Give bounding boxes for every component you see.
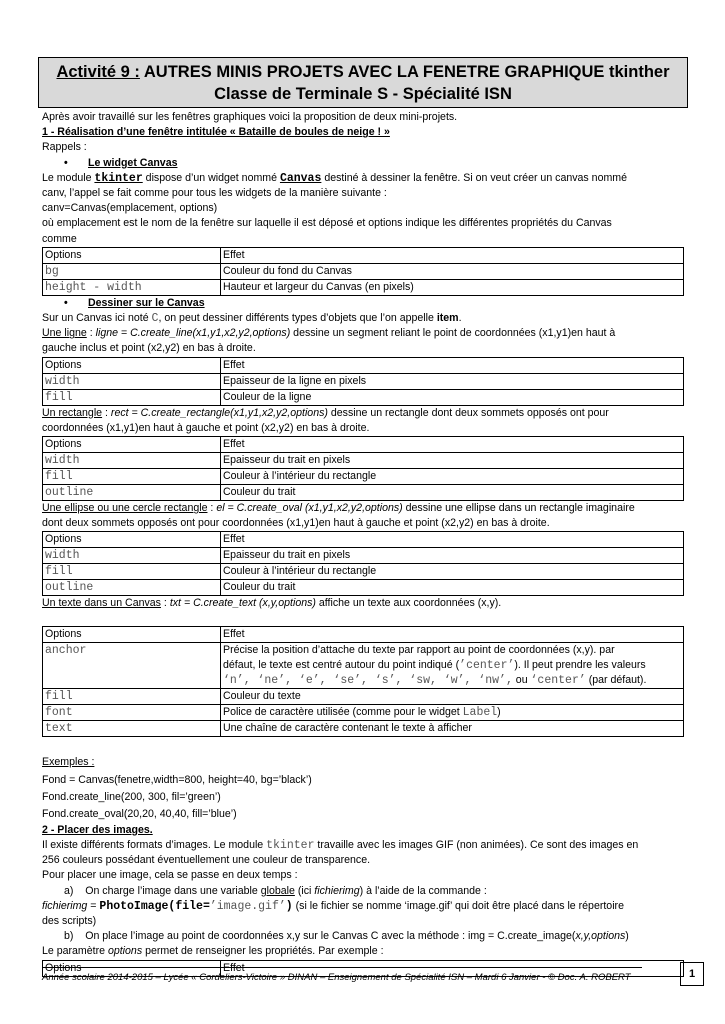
activity-title: AUTRES MINIS PROJETS AVEC LA FENETRE GRAPHIQUE tkinther xyxy=(139,63,670,81)
ellipse-description-2: dont deux sommets opposés ont pour coordonnées (x1,y1)en haut à gauche et point (x2,y2) en bas à droite. xyxy=(42,517,550,530)
table-row: fill Couleur à l’intérieur du rectangle xyxy=(43,564,684,580)
table-row: fill Couleur de la ligne xyxy=(43,389,684,405)
step-b: b) On place l’image au point de coordonnées x,y sur le Canvas C avec la méthode : img = C.create_image(x,y,options) xyxy=(64,930,629,943)
table-row: outline Couleur du trait xyxy=(43,580,684,596)
widget-canvas-line4: où emplacement est le nom de la fenêtre sur laquelle il est déposé et options indique les différentes propriétés du Canvas xyxy=(42,217,612,230)
dessiner-line: Sur un Canvas ici noté C, on peut dessiner différents types d’objets que l’on appelle item. xyxy=(42,312,462,326)
text-options-table xyxy=(42,626,684,737)
canvas-keyword: Canvas xyxy=(279,171,322,185)
header-options: Options xyxy=(43,247,221,263)
section2-line3: Pour placer une image, cela se passe en deux temps : xyxy=(42,869,298,882)
widget-canvas-line2: canv, l’appel se fait comme pour tous les widgets de la manière suivante : xyxy=(42,187,387,200)
heading-text: Dessiner sur le Canvas xyxy=(88,296,205,309)
table-header-row: Options Effet xyxy=(43,437,684,453)
heading-text: Le widget Canvas xyxy=(88,156,178,169)
widget-canvas-heading xyxy=(42,156,684,171)
table-header-row: Options Effet xyxy=(43,626,684,642)
step-a: a) On charge l’image dans une variable globale (ici fichierimg) à l’aide de la commande : xyxy=(64,884,487,897)
canvas-options-table xyxy=(42,247,684,296)
oval-options-table xyxy=(42,531,684,596)
section2-line1: Il existe différents formats d’images. Le module tkinter travaille avec les images GIF (non animées). Ce sont des images en xyxy=(42,839,639,853)
exemples-heading: Exemples : xyxy=(42,755,95,768)
rectangle-options-table xyxy=(42,436,684,501)
option-cell: bg xyxy=(43,263,221,279)
example-line: Fond.create_oval(20,20, 40,40, fill=’blue’) xyxy=(42,807,237,820)
example-line: Fond = Canvas(fenetre,width=800, height=40, bg=’black’) xyxy=(42,773,312,786)
ellipse-description: Une ellipse ou une cercle rectangle : el = C.create_oval (x1,y1,x2,y2,options) dessine une ellipse dans un rectangle imaginaire xyxy=(42,502,635,515)
example-line: Fond.create_line(200, 300, fil=’green’) xyxy=(42,790,221,803)
table-header-row xyxy=(43,247,684,263)
bullet-icon: • xyxy=(64,156,68,169)
class-subtitle: Classe de Terminale S - Spécialité ISN xyxy=(214,85,512,103)
rectangle-description-2: coordonnées (x1,y1)en haut à gauche et point (x2,y2) en bas à droite. xyxy=(42,421,370,434)
section2-title: 2 - Placer des images. xyxy=(42,823,153,836)
ligne-description: Une ligne : ligne = C.create_line(x1,y1,x2,y2,options) dessine un segment reliant le point de coordonnées (x1,y1)en haut à xyxy=(42,327,616,340)
effect-cell: Couleur du fond du Canvas xyxy=(221,263,684,279)
table-row: width Epaisseur de la ligne en pixels xyxy=(43,373,684,389)
page-footer: Année scolaire 2014-2015 – Lycée « Cordeliers-Victoire » DINAN – Enseignement de Spécialité ISN – Mardi 6 Janvier - © Doc. A. ROBERT xyxy=(42,967,642,985)
dessiner-heading xyxy=(42,296,684,311)
page-number: 1 xyxy=(680,962,704,986)
param-line: Le paramètre options permet de renseigner les propriétés. Par exemple : xyxy=(42,945,384,958)
widget-canvas-line5: comme xyxy=(42,232,77,245)
table-row xyxy=(43,263,684,279)
texte-description: Un texte dans un Canvas : txt = C.create_text (x,y,options) affiche un texte aux coordonnées (x,y). xyxy=(42,597,502,610)
table-row: anchor Précise la position d’attache du texte par rapport au point de coordonnées (x,y). par défaut, le texte est centré autour du point indiqué (’center’). Il peut prendre les valeurs ‘n’, ‘ne’, ‘e’, ‘se’, ‘s’, ‘sw, ‘w’, ‘nw’, ou ‘center’ (par défaut). xyxy=(43,642,684,688)
bullet-icon: • xyxy=(64,296,68,309)
table-header-row: Options Effet xyxy=(43,357,684,373)
effect-cell: Hauteur et largeur du Canvas (en pixels) xyxy=(221,279,684,295)
rectangle-description: Un rectangle : rect = C.create_rectangle(x1,y1,x2,y2,options) dessine un rectangle dont deux sommets opposés ont pour xyxy=(42,406,609,419)
widget-canvas-line3: canv=Canvas(emplacement, options) xyxy=(42,202,218,215)
table-row: fill Couleur du texte xyxy=(43,688,684,704)
tkinter-keyword: tkinter xyxy=(94,171,143,185)
section1-title: 1 - Réalisation d’une fenêtre intitulée « Bataille de boules de neige ! » xyxy=(42,126,390,139)
page-title xyxy=(38,57,688,108)
document-page xyxy=(42,57,684,977)
widget-canvas-line1: Le module tkinter dispose d’un widget nommé Canvas destiné à dessiner la fenêtre. Si on veut créer un canvas nommé xyxy=(42,171,627,185)
table-row: width Epaisseur du trait en pixels xyxy=(43,548,684,564)
table-row: outline Couleur du trait xyxy=(43,485,684,501)
header-effet: Effet xyxy=(221,247,684,263)
photoimage-note: des scripts) xyxy=(42,915,97,928)
table-row xyxy=(43,279,684,295)
table-row: font Police de caractère utilisée (comme pour le widget Label) xyxy=(43,704,684,720)
table-row: text Une chaîne de caractère contenant le texte à afficher xyxy=(43,720,684,736)
table-row: width Epaisseur du trait en pixels xyxy=(43,453,684,469)
table-header-row: Options Effet xyxy=(43,532,684,548)
ligne-options-table xyxy=(42,357,684,406)
table-header-row: Options Effet xyxy=(43,960,684,976)
photoimage-command: fichierimg = PhotoImage(file=’image.gif’) (si le fichier se nomme ‘image.gif’ qui doit être placé dans le répertoire xyxy=(42,899,624,913)
option-cell: height - width xyxy=(43,279,221,295)
ligne-description-2: gauche inclus et point (x2,y2) en bas à droite. xyxy=(42,342,256,355)
section2-line2: 256 couleurs possédant éventuellement une couleur de transparence. xyxy=(42,854,371,867)
rappels-label: Rappels : xyxy=(42,141,87,154)
intro-text: Après avoir travaillé sur les fenêtres graphiques voici la proposition de deux mini-projets. xyxy=(42,111,458,123)
table-row: fill Couleur à l’intérieur du rectangle xyxy=(43,469,684,485)
activity-number: Activité 9 : xyxy=(56,63,140,81)
